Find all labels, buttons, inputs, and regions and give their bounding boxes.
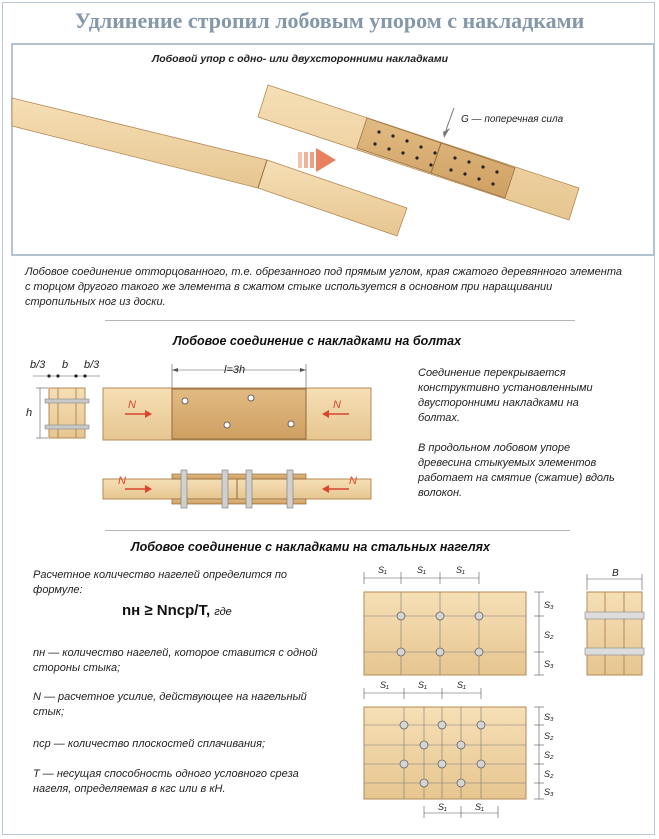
formula-suffix: где [214, 606, 232, 618]
dim-s1-h: S₁ [475, 802, 484, 812]
definition-n: nн — количество нагелей, которое ставится с одной стороны стыка; [33, 647, 318, 674]
bolt-cross-section [33, 374, 100, 438]
dim-s3-d: S₃ [544, 787, 554, 797]
definition-T: T — несущая способность одного условного среза нагеля, определяемая в кгс или в кН. [33, 768, 299, 795]
dim-s2-d: S₂ [544, 769, 554, 779]
dim-s1-f: S₁ [457, 680, 466, 690]
dim-b: b [62, 359, 69, 371]
dim-s3-a: S₃ [544, 600, 554, 610]
formula-intro: Расчетное количество нагелей определится по формуле: [33, 569, 287, 596]
nail-cross-section [585, 574, 644, 675]
bolt-beam-side-view [103, 470, 371, 508]
formula [122, 602, 232, 619]
bolts-description-2: В продольном лобовом упоре древесина стыкуемых элементов работает на смятие (сжатие) вдоль волокон. [418, 442, 615, 499]
nail-board-2 [364, 688, 544, 818]
formula-expression: nн ≥ Nncp/T, [122, 602, 211, 619]
dim-b3-right: b/3 [84, 359, 100, 371]
force-n-left-top: N [128, 399, 136, 411]
dim-b3-left: b/3 [30, 359, 46, 371]
page-title: Удлинение стропил лобовым упором с накладками [74, 8, 585, 33]
dim-B: B [612, 568, 619, 579]
divider-1 [105, 320, 575, 321]
dim-s1-a: S₁ [378, 565, 387, 575]
bolts-heading: Лобовое соединение с накладками на болтах [173, 334, 462, 348]
dim-s1-g: S₁ [438, 802, 447, 812]
force-n-left-side: N [118, 475, 126, 487]
top-panel-caption: Лобовой упор с одно- или двухсторонними накладками [152, 53, 449, 65]
dim-s1-d: S₁ [380, 680, 389, 690]
force-n-right-side: N [349, 475, 357, 487]
force-g-arrow [443, 108, 454, 138]
joining-arrow [298, 148, 336, 172]
dim-s2-c: S₂ [544, 750, 554, 760]
dim-s2-b: S₂ [544, 731, 554, 741]
dim-length: l=3h [224, 364, 246, 376]
divider-2 [105, 530, 570, 531]
force-n-right-top: N [333, 399, 341, 411]
dim-s3-c: S₃ [544, 712, 554, 722]
dim-s2-a: S₂ [544, 630, 554, 640]
definition-ncp: ncp — количество плоскостей сплачивания; [33, 738, 266, 750]
bolts-description-1: Соединение перекрывается конструктивно установленными двусторонними накладками на болтах. [418, 367, 593, 424]
nail-board-1 [364, 572, 544, 675]
dim-s1-b: S₁ [417, 565, 426, 575]
nails-heading: Лобовое соединение с накладками на стальных нагелях [131, 540, 490, 554]
intro-paragraph: Лобовое соединение отторцованного, т.е. обрезанного под прямым углом, края сжатого деревянного элемента с торцом другого такого же элемента в сжатом стыке используется в основном при наращивании стропильных ног из доски. [25, 266, 623, 308]
dim-s1-c: S₁ [456, 565, 465, 575]
dim-s3-b: S₃ [544, 659, 554, 669]
definition-N: N — расчетное усилие, действующее на нагельный стык; [33, 691, 307, 718]
force-g-label: G — поперечная сила [461, 114, 564, 125]
dim-s1-e: S₁ [418, 680, 427, 690]
dim-h: h [26, 407, 33, 419]
